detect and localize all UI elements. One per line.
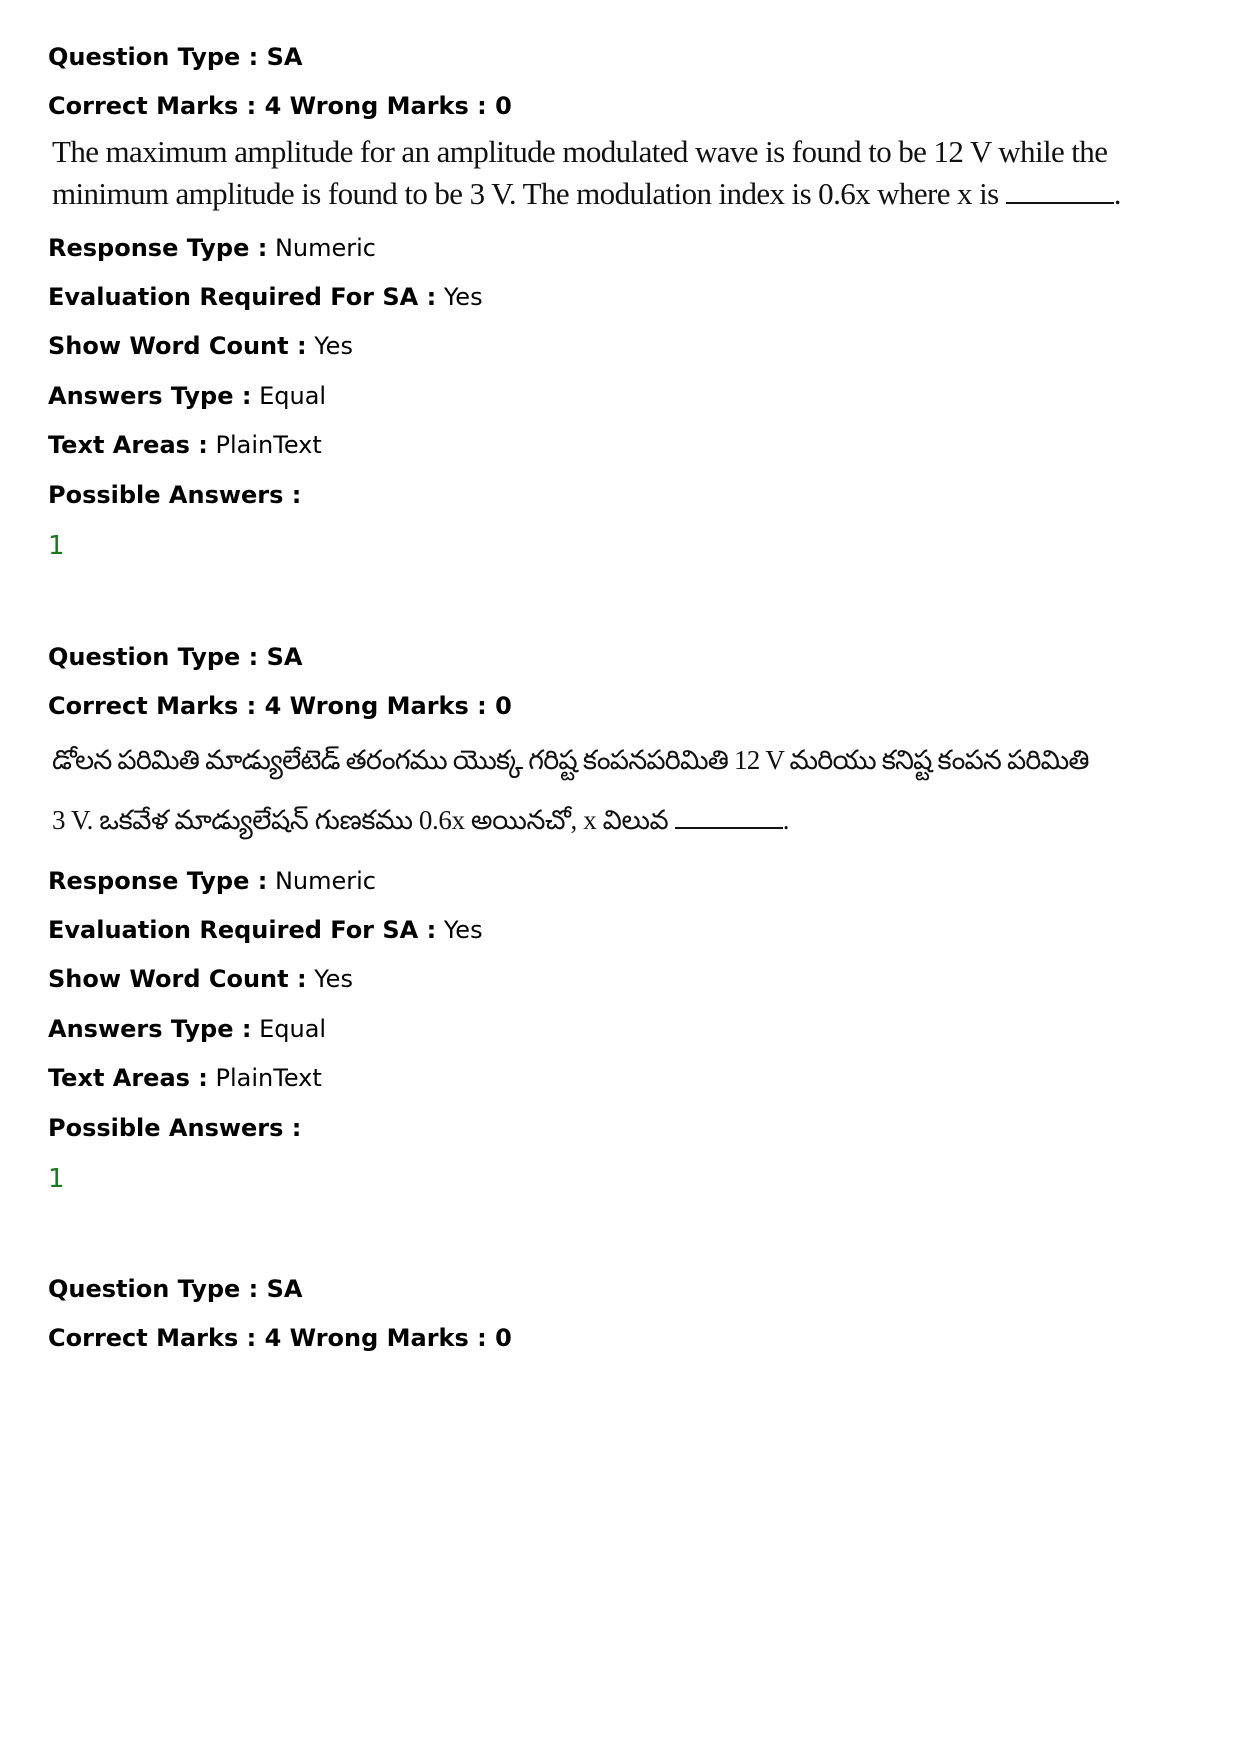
response-type-label: Response Type : <box>48 867 268 895</box>
question-type-value: SA <box>266 643 303 671</box>
correct-marks-label: Correct Marks : <box>48 1324 257 1352</box>
evaluation-required-label: Evaluation Required For SA : <box>48 283 437 311</box>
answers-type-value: Equal <box>259 1015 327 1043</box>
marks-row <box>48 1323 512 1353</box>
evaluation-required-row <box>48 915 483 945</box>
question-type-label: Question Type : <box>48 1275 259 1303</box>
response-type-row <box>48 233 376 263</box>
evaluation-required-label: Evaluation Required For SA : <box>48 916 437 944</box>
text-areas-value: PlainText <box>215 1064 322 1092</box>
question-type-row <box>48 42 302 72</box>
question-text-line-2 <box>52 172 1121 216</box>
question-text-end: . <box>1113 176 1121 211</box>
evaluation-required-value: Yes <box>443 916 483 944</box>
text-areas-label: Text Areas : <box>48 431 208 459</box>
wrong-marks-value: 0 <box>495 92 512 120</box>
show-word-count-label: Show Word Count : <box>48 965 307 993</box>
wrong-marks-label: Wrong Marks : <box>289 92 487 120</box>
possible-answer-value: 1 <box>48 1164 65 1194</box>
possible-answers-label: Possible Answers : <box>48 481 302 509</box>
answer-blank <box>675 801 783 829</box>
answers-type-value: Equal <box>259 382 327 410</box>
text-areas-row <box>48 1063 322 1093</box>
question-text-line-1: The maximum amplitude for an amplitude modulated wave is found to be 12 V while the <box>52 134 1108 169</box>
response-type-row <box>48 866 376 896</box>
answers-type-row <box>48 381 326 411</box>
show-word-count-value: Yes <box>314 965 353 993</box>
answers-type-row <box>48 1014 326 1044</box>
show-word-count-row <box>48 331 353 361</box>
wrong-marks-value: 0 <box>495 692 512 720</box>
show-word-count-label: Show Word Count : <box>48 332 307 360</box>
correct-marks-value: 4 <box>264 1324 282 1352</box>
question-text-line-2-body: 3 V. ఒకవేళ మాడ్యులేషన్ గుణకము 0.6x అయినచో, x విలువ <box>52 805 669 835</box>
answers-type-label: Answers Type : <box>48 382 252 410</box>
text-areas-row <box>48 430 322 460</box>
marks-row <box>48 691 512 721</box>
text-areas-label: Text Areas : <box>48 1064 208 1092</box>
question-type-value: SA <box>266 43 303 71</box>
response-type-value: Numeric <box>274 867 376 895</box>
answer-blank <box>1006 176 1114 204</box>
question-type-label: Question Type : <box>48 43 259 71</box>
wrong-marks-label: Wrong Marks : <box>289 1324 487 1352</box>
possible-answers-label: Possible Answers : <box>48 1114 302 1142</box>
question-type-value: SA <box>266 1275 303 1303</box>
answers-type-label: Answers Type : <box>48 1015 252 1043</box>
question-text-line-2 <box>52 798 789 842</box>
question-text-line-1: డోలన పరిమితి మాడ్యులేటెడ్ తరంగము యొక్క గరిష్ట కంపనపరిమితి 12 V మరియు కనిష్ట కంపన పరిమితి <box>52 745 1089 775</box>
correct-marks-label: Correct Marks : <box>48 692 257 720</box>
correct-marks-label: Correct Marks : <box>48 92 257 120</box>
correct-marks-value: 4 <box>264 692 282 720</box>
show-word-count-value: Yes <box>314 332 353 360</box>
show-word-count-row <box>48 964 353 994</box>
marks-row <box>48 91 512 121</box>
question-text-line-2-body: minimum amplitude is found to be 3 V. The modulation index is 0.6x where x is <box>52 176 999 211</box>
question-type-label: Question Type : <box>48 643 259 671</box>
wrong-marks-label: Wrong Marks : <box>289 692 487 720</box>
response-type-label: Response Type : <box>48 234 268 262</box>
evaluation-required-row <box>48 282 483 312</box>
possible-answer-value: 1 <box>48 531 65 561</box>
question-type-row <box>48 1274 302 1304</box>
response-type-value: Numeric <box>274 234 376 262</box>
wrong-marks-value: 0 <box>495 1324 512 1352</box>
text-areas-value: PlainText <box>215 431 322 459</box>
correct-marks-value: 4 <box>264 92 282 120</box>
evaluation-required-value: Yes <box>443 283 483 311</box>
question-type-row <box>48 642 302 672</box>
question-text-end: . <box>782 805 790 835</box>
